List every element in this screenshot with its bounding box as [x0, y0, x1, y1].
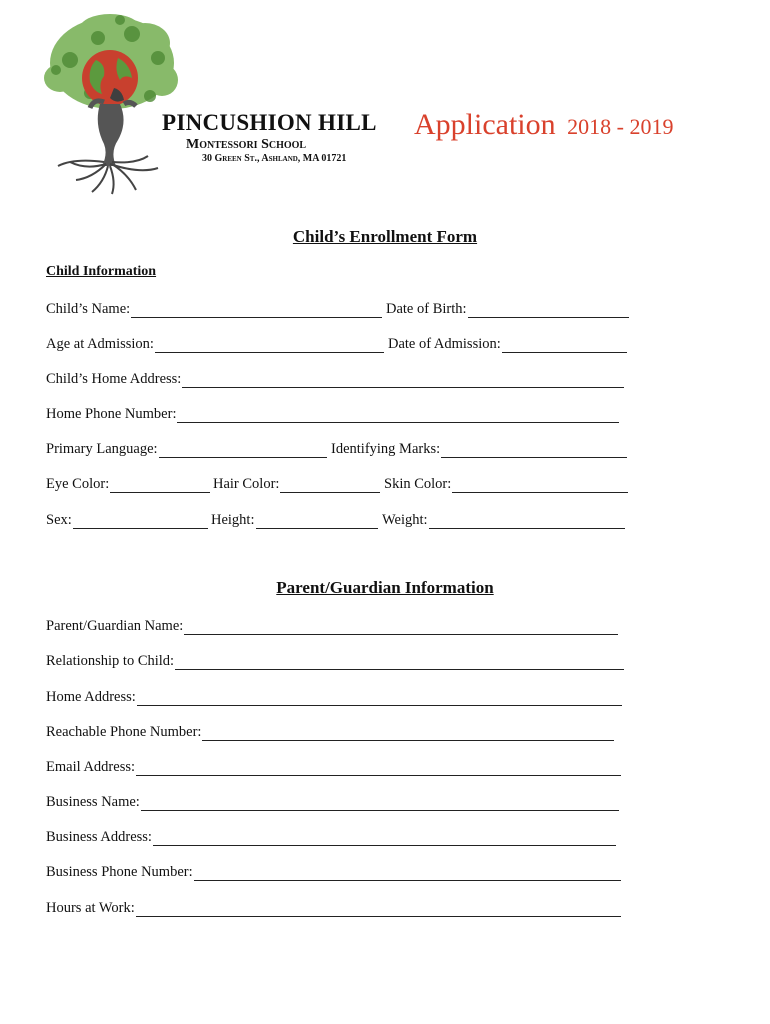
sex-line[interactable]: [73, 512, 208, 529]
eye-color-line[interactable]: [110, 476, 210, 493]
reachable-phone-field[interactable]: [46, 721, 614, 741]
business-address-line[interactable]: [153, 829, 616, 846]
skin-color-line[interactable]: [452, 476, 628, 493]
sex-label: Sex:: [46, 512, 72, 528]
child-home-address-line[interactable]: [182, 371, 624, 388]
hours-at-work-label: Hours at Work:: [46, 900, 135, 916]
identifying-marks-label: Identifying Marks:: [331, 441, 441, 457]
home-phone-label: Home Phone Number:: [46, 406, 177, 422]
parent-name-field[interactable]: [46, 615, 618, 635]
date-of-birth-label: Date of Birth:: [386, 301, 467, 317]
age-at-admission-label: Age at Admission:: [46, 336, 154, 352]
application-word: Application: [414, 108, 556, 141]
child-section-title: Child Information: [46, 264, 157, 279]
child-home-address-field[interactable]: [46, 368, 624, 388]
age-at-admission-line[interactable]: [155, 336, 384, 353]
childs-name-label: Child’s Name:: [46, 301, 131, 317]
sex-field[interactable]: [46, 509, 208, 529]
eye-color-label: Eye Color:: [46, 476, 110, 492]
parent-name-line[interactable]: [184, 618, 618, 635]
logo-subtitle: Montessori School: [186, 137, 307, 152]
date-of-admission-line[interactable]: [502, 336, 627, 353]
hair-color-field[interactable]: [213, 473, 380, 493]
relationship-line[interactable]: [175, 653, 624, 670]
date-of-admission-field[interactable]: [388, 333, 627, 353]
home-phone-line[interactable]: [177, 406, 619, 423]
logo-school-name: PINCUSHION HILL: [162, 110, 377, 135]
application-years: 2018 - 2019: [567, 114, 674, 139]
identifying-marks-field[interactable]: [331, 438, 627, 458]
business-address-field[interactable]: [46, 826, 616, 846]
email-line[interactable]: [136, 759, 621, 776]
height-line[interactable]: [256, 512, 379, 529]
business-name-field[interactable]: [46, 791, 619, 811]
parent-name-label: Parent/Guardian Name:: [46, 618, 184, 634]
hours-at-work-line[interactable]: [136, 900, 621, 917]
skin-color-field[interactable]: [384, 473, 628, 493]
business-name-line[interactable]: [141, 794, 619, 811]
business-phone-line[interactable]: [194, 864, 621, 881]
skin-color-label: Skin Color:: [384, 476, 452, 492]
business-address-label: Business Address:: [46, 829, 152, 845]
tree-globe-icon: [40, 8, 340, 198]
height-label: Height:: [211, 512, 255, 528]
business-phone-label: Business Phone Number:: [46, 864, 193, 880]
relationship-label: Relationship to Child:: [46, 653, 175, 669]
date-of-admission-label: Date of Admission:: [388, 336, 501, 352]
reachable-phone-line[interactable]: [202, 724, 614, 741]
height-field[interactable]: [211, 509, 378, 529]
parent-home-address-field[interactable]: [46, 686, 622, 706]
primary-language-field[interactable]: [46, 438, 327, 458]
form-title: Child’s Enrollment Form: [292, 227, 478, 246]
eye-color-field[interactable]: [46, 473, 210, 493]
weight-label: Weight:: [382, 512, 428, 528]
hair-color-line[interactable]: [280, 476, 380, 493]
hours-at-work-field[interactable]: [46, 897, 621, 917]
business-phone-field[interactable]: [46, 861, 621, 881]
home-phone-field[interactable]: [46, 403, 619, 423]
identifying-marks-line[interactable]: [441, 441, 627, 458]
primary-language-label: Primary Language:: [46, 441, 158, 457]
age-at-admission-field[interactable]: [46, 333, 384, 353]
reachable-phone-label: Reachable Phone Number:: [46, 724, 202, 740]
parent-home-address-line[interactable]: [137, 689, 622, 706]
child-home-address-label: Child’s Home Address:: [46, 371, 182, 387]
weight-line[interactable]: [429, 512, 625, 529]
date-of-birth-line[interactable]: [468, 301, 629, 318]
parent-home-address-label: Home Address:: [46, 689, 136, 705]
business-name-label: Business Name:: [46, 794, 140, 810]
primary-language-line[interactable]: [159, 441, 327, 458]
logo-address: 30 Green St., Ashland, MA 01721: [202, 153, 347, 164]
hair-color-label: Hair Color:: [213, 476, 280, 492]
weight-field[interactable]: [382, 509, 625, 529]
application-title: [414, 108, 673, 142]
relationship-field[interactable]: [46, 650, 624, 670]
childs-name-line[interactable]: [131, 301, 382, 318]
school-logo: [40, 8, 377, 198]
email-field[interactable]: [46, 756, 621, 776]
date-of-birth-field[interactable]: [386, 298, 629, 318]
childs-name-field[interactable]: [46, 298, 382, 318]
parent-section-title: Parent/Guardian Information: [276, 578, 494, 597]
email-label: Email Address:: [46, 759, 136, 775]
